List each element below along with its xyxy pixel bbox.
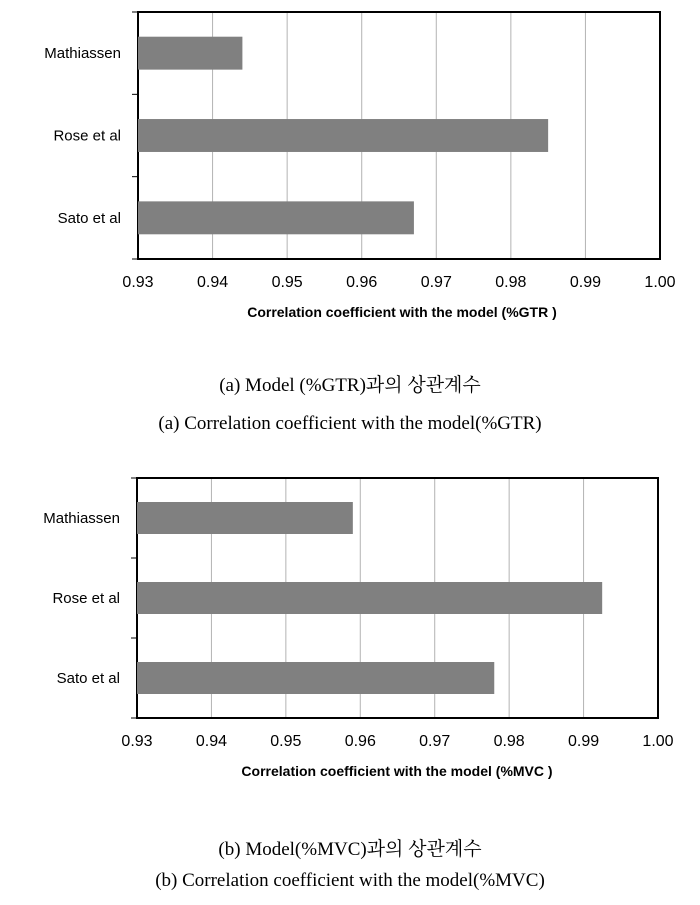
x-tick-label: 0.98	[493, 733, 525, 750]
category-label: Sato et al	[56, 670, 120, 687]
caption-a-korean: (a) Model (%GTR)과의 상관계수	[219, 375, 481, 396]
x-tick-label: 0.99	[569, 274, 601, 291]
caption-b-english: (b) Correlation coefficient with the model(%MVC)	[155, 870, 545, 891]
x-tick-label: 0.97	[420, 274, 452, 291]
bar-mathiassen	[138, 37, 242, 70]
chart-b	[0, 470, 700, 800]
x-tick-label: 0.97	[419, 733, 451, 750]
bar-sato-et-al	[137, 662, 494, 694]
x-tick-label: 0.96	[346, 274, 378, 291]
bar-sato-et-al	[138, 201, 414, 234]
chart-b-svg	[0, 470, 700, 800]
x-tick-label: 0.95	[270, 733, 302, 750]
x-tick-label: 1.00	[642, 733, 674, 750]
chart-a	[0, 0, 700, 340]
x-tick-label: 0.93	[122, 274, 154, 291]
category-label: Rose et al	[52, 590, 120, 607]
x-tick-label: 1.00	[644, 274, 676, 291]
category-label: Mathiassen	[44, 45, 121, 63]
bar-rose-et-al	[138, 119, 548, 152]
x-axis-title: Correlation coefficient with the model (%MVC )	[241, 763, 553, 779]
category-label: Rose et al	[53, 127, 121, 145]
x-axis-title: Correlation coefficient with the model (%GTR )	[247, 304, 557, 320]
caption-b-korean: (b) Model(%MVC)과의 상관계수	[218, 839, 482, 860]
caption-a-english: (a) Correlation coefficient with the model(%GTR)	[158, 413, 542, 434]
x-tick-label: 0.95	[271, 274, 303, 291]
x-tick-label: 0.93	[121, 733, 153, 750]
chart-a-svg	[0, 0, 700, 340]
category-label: Mathiassen	[43, 510, 120, 527]
x-tick-label: 0.99	[568, 733, 600, 750]
x-tick-label: 0.96	[344, 733, 376, 750]
category-label: Sato et al	[57, 209, 121, 227]
x-tick-label: 0.94	[195, 733, 227, 750]
x-tick-label: 0.98	[495, 274, 527, 291]
x-tick-label: 0.94	[197, 274, 229, 291]
bar-rose-et-al	[137, 582, 602, 614]
bar-mathiassen	[137, 502, 353, 534]
